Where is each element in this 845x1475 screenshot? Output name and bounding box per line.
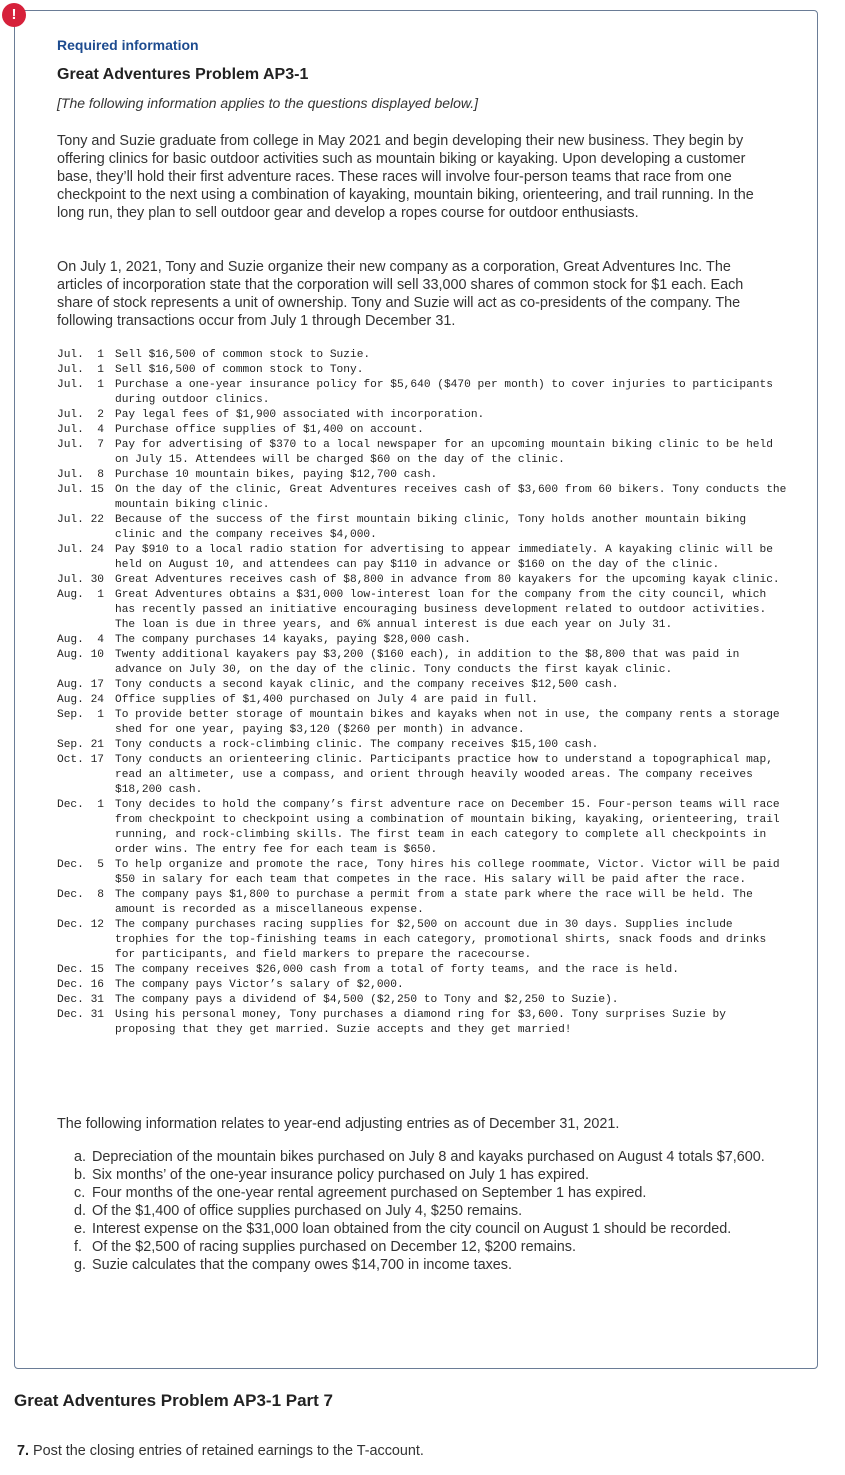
transaction-text: Pay for advertising of $370 to a local newspaper for an upcoming mountain biking clinic to be held on July 15. Attendees will be charged $60 on the day of the clinic. (115, 439, 773, 466)
transaction-row (57, 408, 787, 423)
adjusting-entry-item (74, 1148, 774, 1166)
transaction-text: Purchase a one-year insurance policy for $5,640 ($470 per month) to cover injuries to participants during outdoor clinics. (115, 379, 773, 406)
transaction-list (57, 348, 787, 1038)
transaction-row (57, 588, 787, 633)
transaction-row (57, 798, 787, 858)
adjusting-entry-text: Of the $1,400 of office supplies purchased on July 4, $250 remains. (92, 1203, 523, 1219)
transaction-text: Purchase office supplies of $1,400 on account. (115, 424, 424, 436)
transaction-date: Dec. 15 (57, 964, 104, 976)
adjusting-entry-text: Six months’ of the one-year insurance policy purchased on July 1 has expired. (92, 1167, 590, 1183)
transaction-row (57, 648, 787, 678)
transaction-text: To help organize and promote the race, Tony hires his college roommate, Victor. Victor will be paid $50 in salary for each team that competes in the race. His salary will be paid after the race. (115, 859, 780, 886)
transaction-row (57, 633, 787, 648)
transaction-text: Tony conducts an orienteering clinic. Participants practice how to understand a topographical map, read an altimeter, use a compass, and orient through heavily wooded areas. The company receives $18,200 cash. (115, 754, 773, 796)
transaction-date: Sep. 21 (57, 739, 104, 751)
transaction-date: Aug. 24 (57, 694, 104, 706)
adjusting-entry-text: Of the $2,500 of racing supplies purchased on December 12, $200 remains. (92, 1239, 576, 1255)
transaction-row (57, 468, 787, 483)
transaction-text: The company pays $1,800 to purchase a permit from a state park where the race will be held. The amount is recorded as a miscellaneous expense. (115, 889, 753, 916)
transaction-date: Jul. 1 (57, 349, 104, 361)
transaction-row (57, 348, 787, 363)
transaction-date: Jul. 7 (57, 439, 104, 451)
adjusting-entry-item (74, 1166, 774, 1184)
transaction-text: Great Adventures receives cash of $8,800 in advance from 80 kayakers for the upcoming kayak clinic. (115, 574, 780, 586)
transaction-date: Dec. 31 (57, 994, 104, 1006)
transaction-date: Jul. 2 (57, 409, 104, 421)
transaction-text: Tony conducts a second kayak clinic, and the company receives $12,500 cash. (115, 679, 619, 691)
question (17, 1443, 424, 1459)
organization-paragraph: On July 1, 2021, Tony and Suzie organize their new company as a corporation, Great Adventures Inc. The articles of incorporation state that the corporation will sell 33,000 shares of common stock for $1 each. Each share of stock represents a unit of ownership. Tony and Suzie will act as co-presidents of the company. The following transactions occur from July 1 through December 31. (57, 259, 744, 329)
transaction-text: Sell $16,500 of common stock to Suzie. (115, 349, 371, 361)
adjusting-entry-item (74, 1220, 774, 1238)
transaction-row (57, 438, 787, 468)
transaction-row (57, 708, 787, 738)
adjusting-entries-intro: The following information relates to year-end adjusting entries as of December 31, 2021. (57, 1116, 620, 1132)
transaction-text: To provide better storage of mountain bikes and kayaks when not in use, the company rents a storage shed for one year, paying $3,120 ($260 per month) in advance. (115, 709, 780, 736)
transaction-date: Jul. 22 (57, 514, 104, 526)
transaction-row (57, 378, 787, 408)
transaction-text: Pay $910 to a local radio station for advertising to appear immediately. A kayaking clinic will be held on August 10, and attendees can pay $110 in advance or $160 on the day of the clinic. (115, 544, 773, 571)
transaction-row (57, 543, 787, 573)
adjusting-entry-label: b. (74, 1167, 87, 1183)
problem-title: Great Adventures Problem AP3-1 (57, 66, 309, 83)
transaction-row (57, 693, 787, 708)
transaction-text: Using his personal money, Tony purchases a diamond ring for $3,600. Tony surprises Suzie by proposing that they get married. Suzie accepts and they get married! (115, 1009, 726, 1036)
transaction-row (57, 918, 787, 963)
transaction-text: Tony decides to hold the company’s first adventure race on December 15. Four-person teams will race from checkpoint to checkpoint using a combination of mountain biking, kayaking, orienteering, trail running, and rock-climbing skills. The first team in each category to complete all checkpoints in order wins. The entry fee for each team is $650. (115, 799, 780, 856)
instructions-note: [The following information applies to the questions displayed below.] (57, 95, 479, 111)
alert-icon: ! (2, 3, 26, 27)
transaction-text: On the day of the clinic, Great Adventures receives cash of $3,600 from 60 bikers. Tony conducts the mountain biking clinic. (115, 484, 787, 511)
transaction-date: Aug. 1 (57, 589, 104, 601)
adjusting-entry-text: Suzie calculates that the company owes $14,700 in income taxes. (92, 1257, 512, 1273)
transaction-text: The company purchases racing supplies for $2,500 on account due in 30 days. Supplies include trophies for the top-finishing teams in each category, promotional shirts, snack foods and drinks for participants, and field markers to prepare the racecourse. (115, 919, 767, 961)
transaction-date: Sep. 1 (57, 709, 104, 721)
transaction-row (57, 483, 787, 513)
transaction-date: Dec. 12 (57, 919, 104, 931)
transaction-text: The company pays a dividend of $4,500 ($2,250 to Tony and $2,250 to Suzie). (115, 994, 619, 1006)
adjusting-entry-label: c. (74, 1185, 86, 1201)
transaction-date: Dec. 8 (57, 889, 104, 901)
adjusting-entry-item (74, 1256, 774, 1274)
adjusting-entry-label: g. (74, 1257, 87, 1273)
adjusting-entry-item (74, 1184, 774, 1202)
transaction-row (57, 513, 787, 543)
transaction-row (57, 738, 787, 753)
transaction-date: Dec. 5 (57, 859, 104, 871)
transaction-row (57, 678, 787, 693)
transaction-date: Jul. 30 (57, 574, 104, 586)
adjusting-entry-label: d. (74, 1203, 87, 1219)
transaction-date: Jul. 15 (57, 484, 104, 496)
transaction-date: Jul. 1 (57, 379, 104, 391)
transaction-text: Because of the success of the first mountain biking clinic, Tony holds another mountain biking clinic and the company receives $4,000. (115, 514, 747, 541)
transaction-row (57, 963, 787, 978)
adjusting-entry-text: Depreciation of the mountain bikes purchased on July 8 and kayaks purchased on August 4 totals $7,600. (92, 1149, 765, 1165)
transaction-row (57, 573, 787, 588)
transaction-date: Dec. 16 (57, 979, 104, 991)
transaction-text: Twenty additional kayakers pay $3,200 ($160 each), in addition to the $8,800 that was paid in advance on July 30, on the day of the clinic. Tony conducts the first kayak clinic. (115, 649, 740, 676)
transaction-row (57, 753, 787, 798)
transaction-text: The company receives $26,000 cash from a total of forty teams, and the race is held. (115, 964, 679, 976)
transaction-date: Jul. 4 (57, 424, 104, 436)
adjusting-entry-item (74, 1202, 774, 1220)
adjusting-entry-label: e. (74, 1221, 87, 1237)
adjusting-entries-list (74, 1148, 774, 1274)
transaction-date: Jul. 1 (57, 364, 104, 376)
transaction-date: Jul. 8 (57, 469, 104, 481)
transaction-text: Sell $16,500 of common stock to Tony. (115, 364, 364, 376)
question-text: Post the closing entries of retained earnings to the T-account. (33, 1443, 424, 1459)
transaction-text: The company purchases 14 kayaks, paying $28,000 cash. (115, 634, 471, 646)
transaction-date: Dec. 31 (57, 1009, 104, 1021)
part-title: Great Adventures Problem AP3-1 Part 7 (14, 1391, 334, 1410)
transaction-date: Aug. 4 (57, 634, 104, 646)
transaction-date: Oct. 17 (57, 754, 104, 766)
adjusting-entry-item (74, 1238, 774, 1256)
transaction-date: Jul. 24 (57, 544, 104, 556)
adjusting-entry-label: a. (74, 1149, 87, 1165)
transaction-text: Office supplies of $1,400 purchased on July 4 are paid in full. (115, 694, 538, 706)
transaction-row (57, 993, 787, 1008)
transaction-row (57, 978, 787, 993)
question-number: 7. (17, 1443, 30, 1459)
transaction-date: Dec. 1 (57, 799, 104, 811)
transaction-text: Purchase 10 mountain bikes, paying $12,700 cash. (115, 469, 438, 481)
transaction-text: Great Adventures obtains a $31,000 low-interest loan for the company from the city council, which has recently passed an initiative encouraging business development related to outdoor activities. The loan is due in three years, and 6% annual interest is due each year on July 31. (115, 589, 767, 631)
adjusting-entry-label: f. (74, 1239, 82, 1255)
intro-paragraph: Tony and Suzie graduate from college in May 2021 and begin developing their new business. They begin by offering clinics for basic outdoor activities such as mountain biking or kayaking. Upon developing a customer base, they’ll hold their first adventure races. These races will involve four-person teams that race from one checkpoint to the next using a combination of kayaking, mountain biking, orienteering, and trail running. In the long run, they plan to sell outdoor gear and develop a ropes course for outdoor enthusiasts. (57, 133, 754, 221)
transaction-row (57, 858, 787, 888)
transaction-row (57, 888, 787, 918)
transaction-row (57, 1008, 787, 1038)
required-information-label: Required information (57, 37, 199, 53)
required-information-box (14, 10, 818, 1369)
adjusting-entry-text: Four months of the one-year rental agreement purchased on September 1 has expired. (92, 1185, 647, 1201)
transaction-text: The company pays Victor’s salary of $2,000. (115, 979, 404, 991)
transaction-row (57, 423, 787, 438)
transaction-row (57, 363, 787, 378)
transaction-date: Aug. 10 (57, 649, 104, 661)
adjusting-entry-text: Interest expense on the $31,000 loan obtained from the city council on August 1 should be recorded. (92, 1221, 732, 1237)
transaction-text: Pay legal fees of $1,900 associated with incorporation. (115, 409, 485, 421)
transaction-text: Tony conducts a rock-climbing clinic. The company receives $15,100 cash. (115, 739, 599, 751)
transaction-date: Aug. 17 (57, 679, 104, 691)
